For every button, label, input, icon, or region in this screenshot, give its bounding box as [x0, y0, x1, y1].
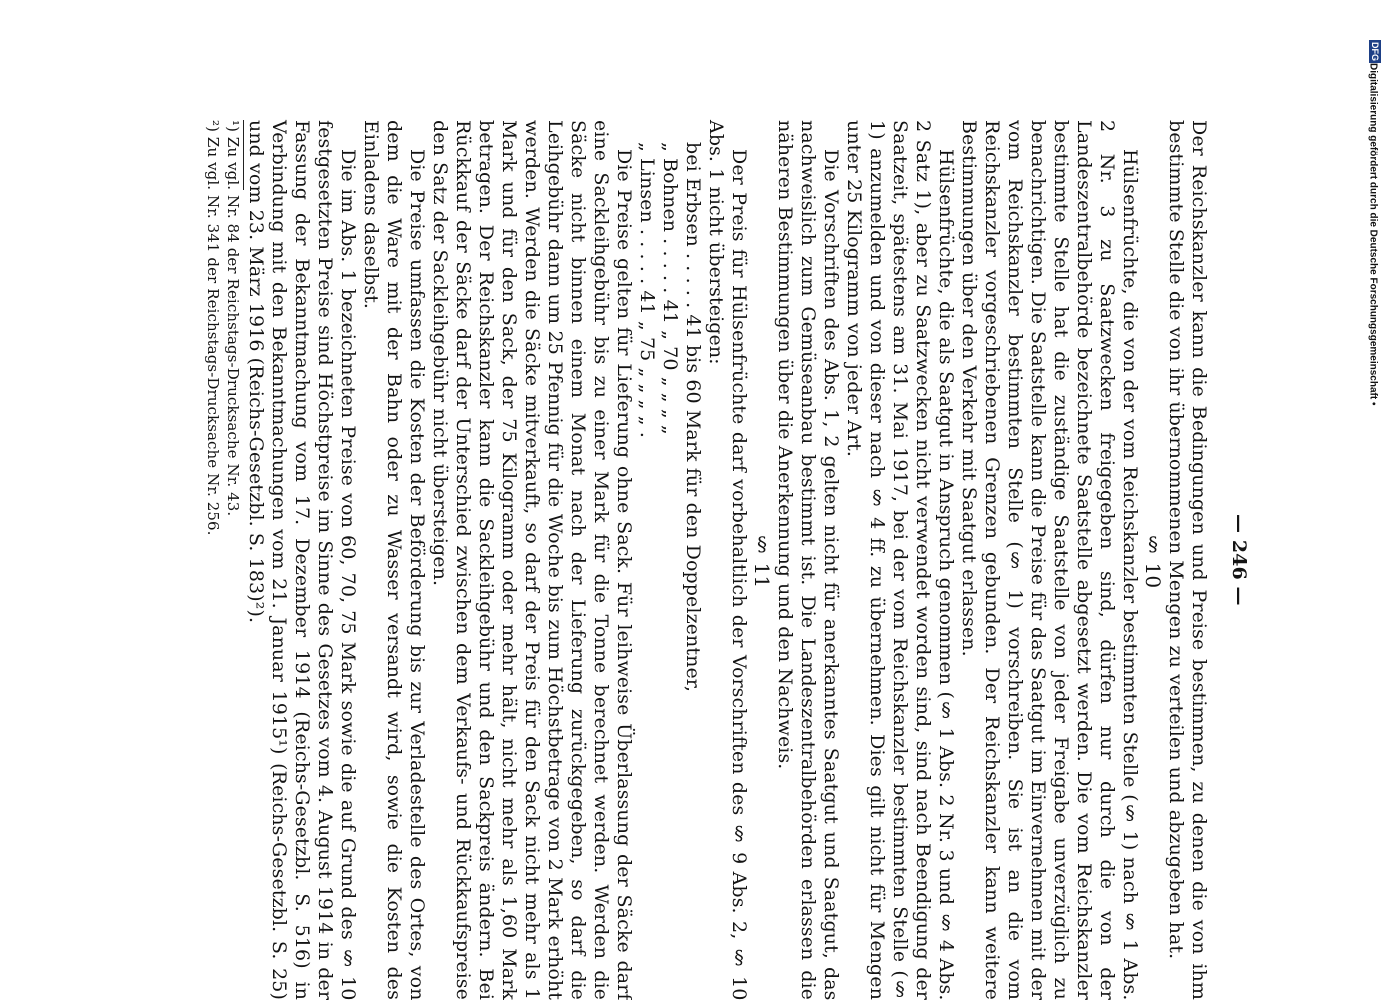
price-row-bohnen: „ Bohnen . . . . . 41 „ 70 „ „ „ „ — [659, 142, 681, 435]
footnote-1: ¹) Zu vgl. Nr. 84 der Reichstags-Drucksache Nr. 43. — [224, 120, 242, 517]
page-number: — 246 — — [1228, 514, 1250, 606]
dfg-logo: DFG — [1370, 42, 1380, 61]
section-11-paragraph-2: Die Preise gelten für Lieferung ohne Sack. Für leihweise Überlassung der Säcke darf eine Sackleihgebühr bis zu einer Mark für die Tonne berechnet werden. Werden die Säcke nicht binnen einem Monat nach der Lieferung zurückgegeben, so darf die Leihgebühr dann um 25 Pfennig für die Woche bis zum Höchstbetrage von 2 Mark erhöht werden. Werden die Säcke mitverkauft, so darf der Preis für den Sack nicht mehr als 1 Mark und für den Sack, der 75 Kilogramm oder mehr hält, nicht mehr als 1,60 Mark betragen. Der Reichskanzler kann die Sackleihgebühr und den Sackpreis ändern. Bei Rückkauf der Säcke darf der Unterschied zwischen dem Verkaufs- und Rückkaufspreise den Satz der Sackleihgebühr nicht übersteigen. — [429, 120, 635, 1000]
price-row-erbsen: bei Erbsen . . . . . 41 bis 60 Mark für den Doppelzentner, — [682, 142, 704, 693]
section-10-title: § 10 — [1141, 531, 1165, 589]
section-10-paragraph-3: Die Vorschriften des Abs. 1, 2 gelten nicht für anerkanntes Saatgut und Saatgut, das nachweislich zum Gemüseanbau bestimmt ist. Die Landeszentralbehörden erlassen die näheren Bestimmungen über die Anerkennung und den Nachweis. — [774, 120, 842, 1000]
digitization-credit — [1365, 40, 1381, 405]
section-11-paragraph-1: Der Preis für Hülsenfrüchte darf vorbehaltlich der Vorschriften des § 9 Abs. 2, § 10 Abs. 1 nicht übersteigen: — [705, 120, 750, 1000]
section-11-paragraph-3: Die Preise umfassen die Kosten der Beförderung bis zur Verladestelle des Ortes, von dem die Ware mit der Bahn oder zu Wasser versandt wird, sowie die Kosten des Einladens daselbst. — [360, 120, 428, 1000]
section-10-paragraph-2: Hülsenfrüchte, die als Saatgut in Anspruch genommen (§ 1 Abs. 2 Nr. 3 und § 4 Abs. 2 Satz 1), aber zu Saatzwecken nicht verwendet worden sind, sind nach Beendigung der Saatzeit, spätestens am 31. Mai 1917, bei der vom Reichskanzler bestimmten Stelle (§ 1) anzumelden und von dieser nach § 4 ff. zu übernehmen. Dies gilt nicht für Mengen unter 25 Kilogramm von jeder Art. — [843, 120, 957, 1000]
section-11-paragraph-4: Die im Abs. 1 bezeichneten Preise von 60, 70, 75 Mark sowie die auf Grund des § 10 festgesetzten Preise sind Höchstpreise im Sinne des Gesetzes vom 4. August 1914 in der Fassung der Bekanntmachung vom 17. Dezember 1914 (Reichs-Gesetzbl. S. 516) in Verbindung mit den Bekanntmachungen vom 21. Januar 1915¹) (Reichs-Gesetzbl. S. 25) und vom 23. März 1916 (Reichs-Gesetzbl. S. 183)²). — [245, 120, 359, 1000]
document-page — [100, 120, 1250, 1000]
section-11-title: § 11 — [750, 531, 774, 589]
intro-paragraph: Der Reichskanzler kann die Bedingungen und Preise bestimmen, zu denen die von ihm bestimmte Stelle die von ihr übernommenen Mengen zu verteilen und abzugeben hat. — [1165, 120, 1210, 1000]
price-list — [635, 120, 704, 1000]
footnote-2: ²) Zu vgl. Nr. 341 der Reichstags-Drucksache Nr. 256. — [204, 120, 222, 536]
digitization-credit-text: Digitalisierung gefördert durch die Deutsche Forschungsgemeinschaft • — [1367, 63, 1379, 406]
price-row-linsen: „ Linsen . . . . . 41 „ 75 „ „ „ „ . — [636, 142, 658, 438]
section-10-paragraph-1: Hülsenfrüchte, die von der vom Reichskanzler bestimmten Stelle (§ 1) nach § 1 Abs. 2 Nr. 3 zu Saatzwecken freigegeben sind, dürfen nur durch die von der Landeszentralbehörde bezeichnete Saatstelle abgesetzt werden. Die vom Reichskanzler bestimmte Stelle hat die zuständige Saatstelle von jeder Freigabe unverzüglich zu benachrichtigen. Die Saatstelle kann die Preise für das Saatgut im Einvernehmen mit der vom Reichskanzler bestimmten Stelle (§ 1) vorschreiben. Sie ist an die vom Reichskanzler vorgeschriebenen Grenzen gebunden. Der Reichskanzler kann weitere Bestimmungen über den Verkehr mit Saatgut erlassen. — [958, 120, 1141, 1000]
